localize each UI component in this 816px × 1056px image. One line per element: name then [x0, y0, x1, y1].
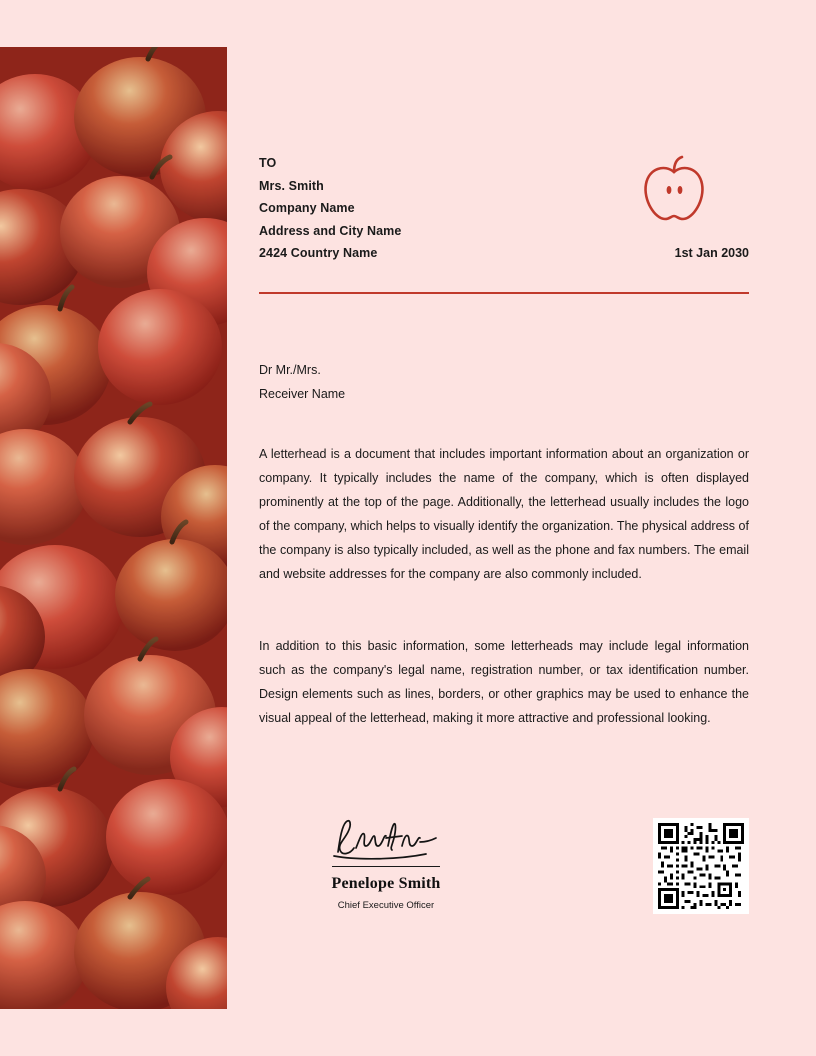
header-divider — [259, 292, 749, 294]
letter-date: 1st Jan 2030 — [674, 246, 749, 260]
qr-code-image — [658, 823, 744, 909]
recipient-block — [259, 152, 401, 265]
salutation-block — [259, 358, 345, 406]
signer-role: Chief Executive Officer — [337, 900, 435, 912]
recipient-to-label: TO — [259, 156, 277, 170]
recipient-name: Mrs. Smith — [259, 178, 324, 193]
recipient-company: Company Name — [259, 201, 355, 215]
salutation-line-1: Dr Mr./Mrs. — [259, 363, 321, 377]
recipient-country: 2424 Country Name — [259, 246, 378, 260]
body-paragraph-1: A letterhead is a document that includes important information about an organization or company. It typically includes the name of the company, which is often displayed prominently at the top of the page. Additionally, the letterhead usually includes the logo of the company, which helps to visually identify the organization. The physical address of the company is also typically included, as well as the phone and fax numbers. The email and website addresses for the company are also commonly included. — [259, 446, 749, 581]
body-paragraph-2: In addition to this basic information, some letterheads may include legal information such as the company's legal name, registration number, or tax identification number. Design elements such as lines, borders, or other graphics may be used to enhance the visual appeal of the letterhead, making it more attractive and professional looking. — [259, 638, 749, 725]
signer-name: Penelope Smith — [331, 875, 441, 893]
signature-rule — [332, 866, 440, 867]
apple-icon — [635, 155, 713, 227]
signature-block — [271, 812, 501, 911]
apple-photo — [0, 47, 227, 1009]
handwritten-signature-icon — [326, 812, 446, 864]
recipient-address: Address and City Name — [259, 223, 402, 238]
letter-body — [259, 0, 749, 1056]
apple-photo-strip — [0, 47, 227, 1009]
salutation-line-2: Receiver Name — [259, 387, 346, 401]
qr-code[interactable] — [653, 818, 749, 914]
